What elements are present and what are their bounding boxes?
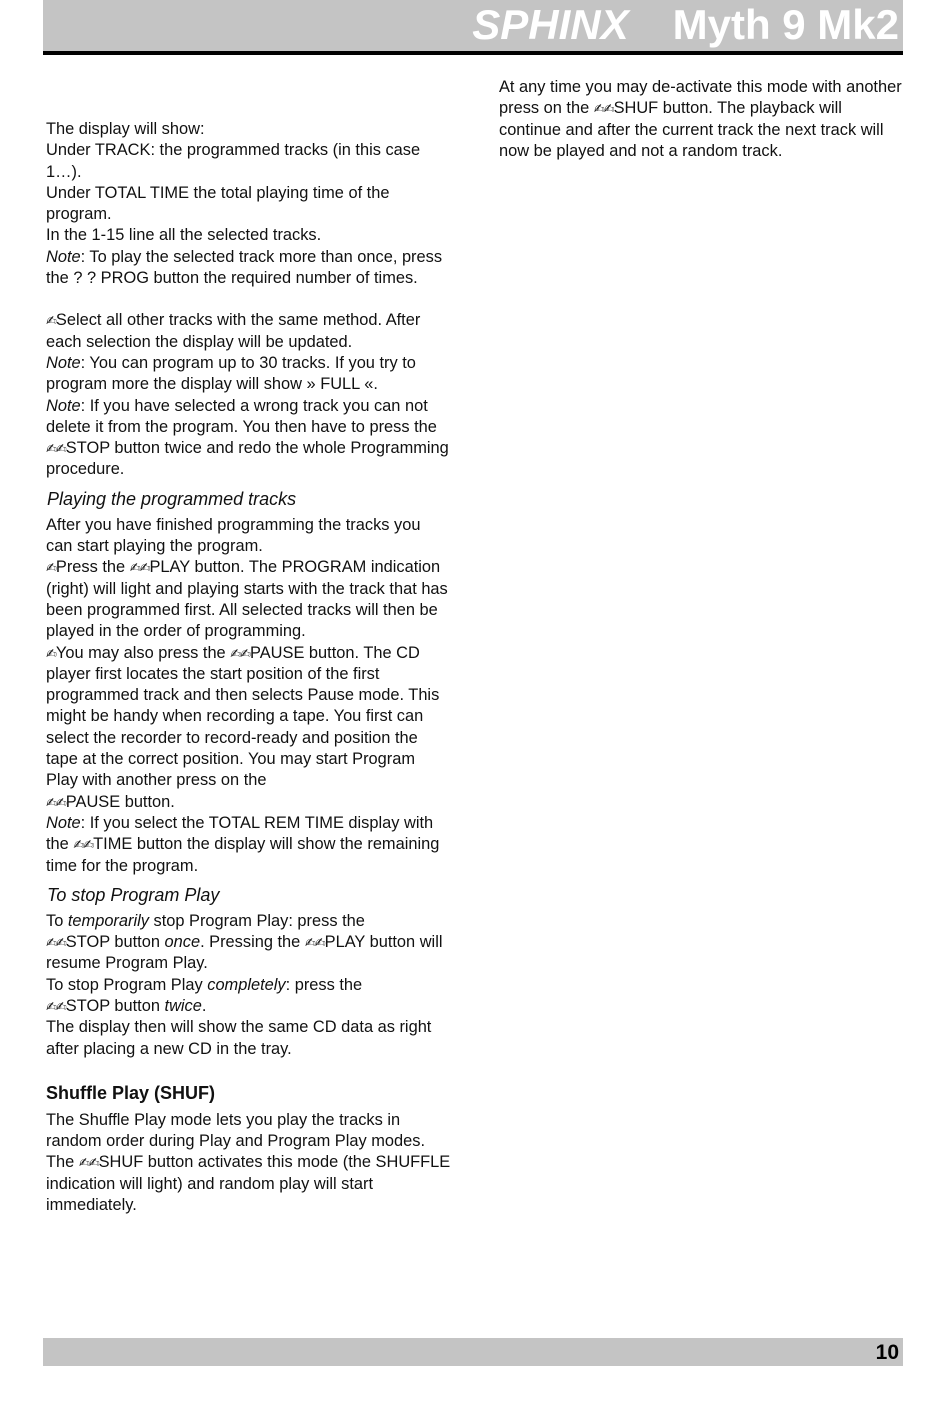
press-play-text: ✍Press the ✍✍PLAY button. The PROGRAM indication (right) will light and playing starts with the track that has been programmed first. All selected tracks will then be played in the order of programming. xyxy=(46,558,448,641)
stop-completely-text: To stop Program Play completely: press the xyxy=(46,975,363,994)
page-header xyxy=(43,0,903,55)
pen-icon: ✍✍ xyxy=(304,935,325,951)
pen-icon: ✍✍ xyxy=(129,560,150,576)
note-prog-times: Note: To play the selected track more than once, press the ? ? PROG button the required number of times. xyxy=(46,247,443,288)
pen-icon: ✍ xyxy=(46,313,56,329)
stop-twice-text: ✍✍STOP button twice. xyxy=(46,996,207,1015)
left-column xyxy=(46,119,451,1216)
pen-icon: ✍ xyxy=(46,645,56,661)
pen-icon: ✍✍ xyxy=(46,794,66,810)
heading-playing-programmed: Playing the programmed tracks xyxy=(47,488,297,509)
note-wrong-track: Note: If you have selected a wrong track you can not delete it from the program. You then have to press the ✍✍STOP button twice and redo the whole Programming procedure. xyxy=(46,396,449,479)
display-line-3: Under TOTAL TIME the total playing time of the program. xyxy=(46,183,390,224)
note-label: Note xyxy=(46,353,81,372)
note-label: Note xyxy=(46,813,81,832)
pen-icon: ✍✍ xyxy=(78,1155,99,1171)
display-line-1: The display will show: xyxy=(46,120,205,138)
right-column xyxy=(499,77,904,162)
shuffle-description: The Shuffle Play mode lets you play the tracks in random order during Play and Program Play modes. xyxy=(46,1110,425,1151)
heading-shuffle-play: Shuffle Play (SHUF) xyxy=(46,1082,216,1103)
note-label: Note xyxy=(46,247,81,266)
heading-stop-program-play: To stop Program Play xyxy=(47,884,220,905)
pen-icon: ✍✍ xyxy=(46,998,66,1014)
note-label: Note xyxy=(46,396,81,415)
pen-icon: ✍✍ xyxy=(46,935,66,951)
display-then-text: The display then will show the same CD data as right after placing a new CD in the tray. xyxy=(46,1018,432,1058)
page-footer xyxy=(43,1338,903,1366)
pen-icon: ✍ xyxy=(46,560,56,576)
stop-once-text: ✍✍STOP button once. Pressing the ✍✍PLAY button will resume Program Play. xyxy=(46,933,443,973)
header-title xyxy=(472,2,899,48)
display-line-2: Under TRACK: the programmed tracks (in this case 1…). xyxy=(46,141,421,181)
display-line-4: In the 1-15 line all the selected tracks. xyxy=(46,226,322,245)
stop-temporarily-text: To temporarily stop Program Play: press the xyxy=(46,911,365,930)
model-name: Myth 9 Mk2 xyxy=(672,1,899,48)
deactivate-shuffle-text: At any time you may de-activate this mode with another press on the ✍✍SHUF button. The playback will continue and after the current track the next track will now be played and not a random track. xyxy=(499,78,902,160)
pen-icon: ✍✍ xyxy=(73,837,94,853)
press-pause-text: ✍You may also press the ✍✍PAUSE button. The CD player first locates the start position of the first programmed track and then selects Pause mode. This might be handy when recording a tape. You first can select the recorder to record-ready and position the tape at the correct position. You may start Program Play with another press on the xyxy=(46,643,440,790)
note-30-tracks: Note: You can program up to 30 tracks. If you try to program more the display will show » FULL «. xyxy=(46,353,416,394)
select-all-tracks: ✍Select all other tracks with the same method. After each selection the display will be updated. xyxy=(46,311,421,351)
pen-icon: ✍✍ xyxy=(46,441,66,457)
brand-name: SPHINX xyxy=(472,1,629,48)
pen-icon: ✍✍ xyxy=(230,645,251,661)
pen-icon: ✍✍ xyxy=(593,101,614,117)
page-number: 10 xyxy=(875,1341,899,1364)
after-finish-text: After you have finished programming the tracks you can start playing the program. xyxy=(46,515,421,556)
pause-button-text: ✍✍PAUSE button. xyxy=(46,792,175,811)
note-rem-time: Note: If you select the TOTAL REM TIME display with the ✍✍TIME button the display will show the remaining time for the program. xyxy=(46,813,440,875)
shuf-button-text: The ✍✍SHUF button activates this mode (the SHUFFLE indication will light) and random play will start immediately. xyxy=(46,1153,451,1215)
